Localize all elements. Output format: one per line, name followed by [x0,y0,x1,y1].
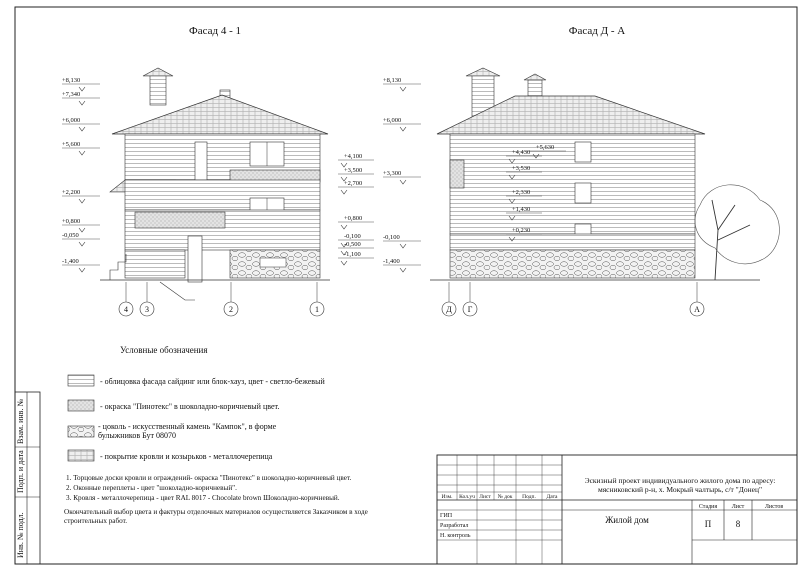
level-mark [62,232,100,246]
level-mark-label: -0,100 [344,233,361,240]
level-mark [338,215,374,229]
legend [68,375,325,461]
level-mark [383,258,421,272]
tb-role-gip: ГИП [440,513,453,519]
axis-label-1: 1 [315,305,319,314]
axis-label-d: Д [446,305,452,314]
level-mark-label: +8,130 [383,77,402,84]
level-mark-label: -1,400 [383,258,400,265]
axis-label-g: Г [467,305,473,314]
tb-sheet: 8 [735,519,741,529]
level-mark-label: +3,300 [383,170,402,177]
facade-left-axes [119,282,324,316]
level-mark [383,170,421,184]
level-mark-label: -1,100 [344,251,361,258]
tb-col-doc: № док [497,494,513,500]
axis-label-2: 2 [229,305,233,314]
stamp-replace-label: Взам. инв. № [16,398,25,444]
level-mark [62,77,100,91]
legend-swatch-siding [68,375,94,386]
level-mark-label: +6,000 [62,117,81,124]
level-mark-label: +3,500 [344,167,363,174]
level-mark [62,189,100,203]
facade-left-drawing [100,68,330,300]
legend-item-stone: - цоколь - искусственный камень "Кампок", в форме булыжников Бут 08070 [98,422,277,440]
stamp-inv-label: Инв. № подл. [16,512,25,558]
tb-role-dev: Разработал [440,523,469,529]
level-mark [62,258,100,272]
legend-item-siding: - облицовка фасада сайдинг или блок-хауз, цвет - светло-бежевый [100,377,325,386]
legend-swatch-roof [68,450,94,461]
level-mark [338,251,374,265]
legend-item-roof: - покрытие кровли и козырьков - металлочерепица [100,452,273,461]
level-mark-label: +4,430 [512,149,531,156]
axis-label-3: 3 [145,305,149,314]
level-mark-label: +5,630 [536,144,555,151]
level-mark-label: +0,230 [512,227,531,234]
level-mark-label: +0,800 [344,215,363,222]
tb-col-date: Дата [546,494,558,500]
level-mark-label: -0,500 [344,241,361,248]
final-note: Окончательный выбор цвета и фактуры отделочных материалов осуществляется Заказчиком в ходе строительных работ. [64,508,368,525]
level-mark-label: +7,340 [62,91,81,98]
level-mark-label: -0,050 [62,232,79,239]
level-mark-label: +6,000 [383,117,402,124]
tb-sheets-header: Листов [764,504,784,510]
level-mark [62,91,100,105]
note-3: 3. Кровля - металлочерепица - цвет RAL 8017 - Chocolate brown Шоколадно-коричневый. [66,494,340,502]
level-mark-label: -0,100 [383,234,400,241]
tb-col-sign: Подп. [522,494,536,500]
tb-name: Жилой дом [605,515,649,525]
level-mark-label: +2,200 [62,189,81,196]
level-mark-label: +0,800 [62,218,81,225]
tb-col-koluch: Кол.уч [459,494,475,500]
facade-left-title: Фасад 4 - 1 [189,25,241,37]
level-mark-label: +4,100 [344,153,363,160]
axis-label-4: 4 [124,305,128,314]
title-block [437,455,797,564]
note-1: 1. Торцовые доски кровли и ограждений- окраска "Пинотекс" в шоколадно-коричневый цвет. [66,474,352,482]
tb-stage: П [704,519,712,529]
level-mark-label: +2,700 [344,180,363,187]
legend-heading: Условные обозначения [120,345,208,355]
level-mark-label: +3,530 [512,165,531,172]
level-mark-label: +5,600 [62,141,81,148]
level-mark [62,141,100,155]
facade-right-drawing [430,68,779,280]
facade-right-title: Фасад Д - А [568,25,626,37]
axis-label-a: А [694,305,700,314]
level-mark [338,153,374,167]
legend-swatch-paint [68,400,94,411]
tb-project: Эскизный проект индивидуального жилого дома по адресу: мясниковский р-н, х. Мокрый чалтырь, с/т "Донец" [584,476,776,494]
tb-sheet-header: Лист [731,504,745,510]
level-mark [62,117,100,131]
level-mark [338,180,374,194]
tb-col-izm: Изм. [441,494,453,500]
legend-item-paint: - окраска "Пинотекс" в шоколадно-коричневый цвет. [100,402,280,411]
level-mark [383,117,421,131]
notes [64,474,404,532]
tb-stage-header: Стадия [698,504,718,510]
level-mark-label: -1,400 [62,258,79,265]
facade-right-axes [442,282,704,316]
level-mark [383,234,421,248]
level-mark-label: +1,430 [512,206,531,213]
tb-role-control: Н. контроль [440,533,471,539]
level-mark-label: +2,330 [512,189,531,196]
tb-col-list: Лист [479,494,491,500]
legend-swatch-stone [68,426,94,437]
stamp-sign-label: Подп. и дата [16,450,25,493]
note-2: 2. Оконные переплеты - цвет "шоколадно-коричневый". [66,484,237,492]
side-stamp [15,392,40,564]
level-mark [62,218,100,232]
level-mark-label: +8,130 [62,77,81,84]
level-mark [338,167,374,181]
level-mark [383,77,421,91]
